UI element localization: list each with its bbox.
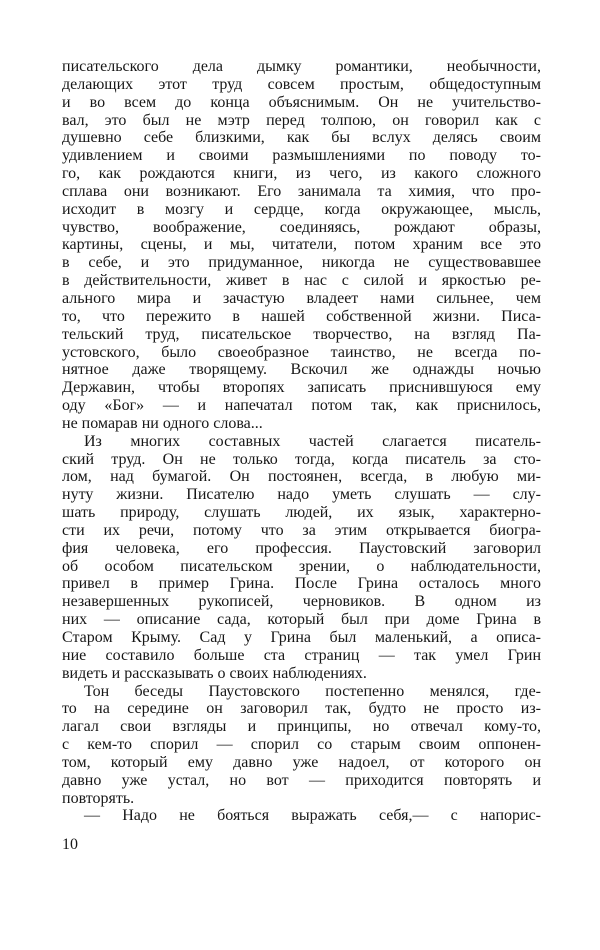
text-line: лагал свои взгляды и принципы, но отвечал кому-то, bbox=[62, 718, 541, 736]
text-line: тельский труд, писательское творчество, на взгляд Па- bbox=[62, 325, 541, 343]
text-line: делающих этот труд совсем простым, общедоступным bbox=[62, 75, 541, 93]
text-line: душевно себе близкими, как бы вслух делясь своим bbox=[62, 129, 541, 147]
text-line: ский труд. Он не только тогда, когда писатель за сто- bbox=[62, 450, 541, 468]
text-line: привел в пример Грина. После Грина осталось много bbox=[62, 575, 541, 593]
text-line: нятное даже творящему. Вскочил же однажды ночью bbox=[62, 361, 541, 379]
text-line: видеть и рассказывать о своих наблюдениях. bbox=[62, 664, 367, 682]
text-line: картины, сцены, и мы, читатели, потом храним все это bbox=[62, 236, 541, 254]
text-line: нуту жизни. Писателю надо уметь слушать — слу- bbox=[62, 486, 541, 504]
text-line: сти их речи, потому что за этим открывается биогра- bbox=[62, 521, 541, 539]
text-line: Державин, чтобы второпях записать приснившуюся ему bbox=[62, 379, 541, 397]
text-line: го, как рождаются книги, из чего, из какого сложного bbox=[62, 165, 541, 183]
text-line: в действительности, живет в нас с силой и яркостью ре- bbox=[62, 272, 541, 290]
text-line: повторять. bbox=[62, 789, 135, 807]
text-line: удивлением и своими размышлениями по поводу то- bbox=[62, 147, 541, 165]
text-line: вал, это был не мэтр перед толпою, он говорил как с bbox=[62, 111, 541, 129]
text-line: чувство, воображение, соединяясь, рождают образы, bbox=[62, 218, 541, 236]
text-line: лом, над бумагой. Он постоянен, всегда, в любую ми- bbox=[62, 468, 541, 486]
paragraph bbox=[62, 807, 541, 825]
text-line: Старом Крыму. Сад у Грина был маленький, а описа- bbox=[62, 629, 541, 646]
paragraph bbox=[62, 433, 541, 683]
text-line: сплава они возникают. Его занимала та химия, что про- bbox=[62, 182, 541, 200]
text-line: то на середине он заговорил так, будто не просто из- bbox=[62, 700, 541, 718]
text-line: то, что пережито в нашей собственной жизни. Писа- bbox=[62, 307, 541, 325]
text-line: — Надо не бояться выражать себя,— с напорис- bbox=[84, 807, 541, 825]
text-line: устовского, было своеобразное таинство, не всегда по- bbox=[62, 343, 541, 361]
text-line: исходит в мозгу и сердце, когда окружающее, мысль, bbox=[62, 200, 541, 218]
text-line: ние составило больше ста страниц — так умел Грин bbox=[62, 646, 541, 664]
page-number: 10 bbox=[62, 836, 78, 853]
text-line: об особом писательском зрении, о наблюдательности, bbox=[62, 557, 541, 575]
text-line: и во всем до конца объяснимым. Он не учительство- bbox=[62, 93, 541, 111]
text-line: не помарав ни одного слова... bbox=[62, 414, 263, 432]
text-line: в себе, и это придуманное, никогда не существовавшее bbox=[62, 254, 541, 272]
text-line: Тон беседы Паустовского постепенно менялся, где- bbox=[84, 682, 541, 700]
paragraph bbox=[62, 683, 541, 808]
text-line: оду «Бог» — и напечатал потом так, как приснилось, bbox=[62, 397, 541, 415]
text-line: давно уже устал, но вот — приходится повторять и bbox=[62, 771, 541, 789]
book-page-text bbox=[62, 58, 541, 825]
text-line: фия человека, его профессия. Паустовский заговорил bbox=[62, 539, 541, 557]
text-line: ального мира и зачастую владеет нами сильнее, чем bbox=[62, 289, 541, 307]
text-line: Из многих составных частей слагается писатель- bbox=[84, 432, 541, 450]
paragraph bbox=[62, 58, 541, 433]
text-line: писательского дела дымку романтики, необычности, bbox=[62, 58, 541, 75]
text-line: с кем-то спорил — спорил со старым своим оппонен- bbox=[62, 736, 541, 754]
text-line: них — описание сада, который был при доме Грина в bbox=[62, 611, 541, 629]
text-line: незавершенных рукописей, черновиков. В одном из bbox=[62, 593, 541, 611]
text-line: том, который ему давно уже надоел, от которого он bbox=[62, 753, 541, 771]
text-line: шать природу, слушать людей, их язык, характерно- bbox=[62, 504, 541, 522]
